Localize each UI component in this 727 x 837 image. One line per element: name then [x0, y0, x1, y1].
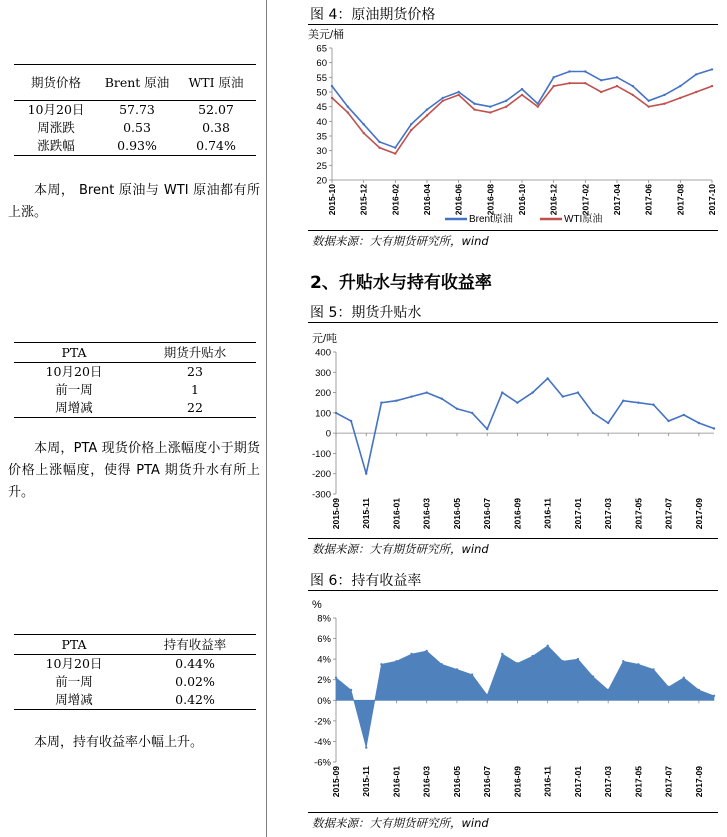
data-point	[365, 746, 367, 748]
data-point	[577, 391, 579, 393]
data-point	[350, 689, 352, 691]
y-tick-label: 35	[316, 131, 327, 143]
x-tick-label: 2017-05	[633, 498, 644, 530]
price-table-cell: 0.93%	[117, 138, 157, 153]
x-tick-label: 2016-01	[391, 766, 402, 798]
x-tick-label: 2015-10	[327, 184, 337, 216]
data-point	[600, 79, 602, 81]
x-tick-label: 2016-04	[422, 184, 432, 216]
y-tick-label: 300	[315, 367, 331, 379]
fig5-source-rule	[308, 538, 718, 539]
yield-table-header: PTA	[61, 636, 87, 652]
x-tick-label: 2015-11	[361, 766, 372, 797]
data-point	[395, 400, 397, 402]
x-tick-label: 2017-02	[580, 184, 591, 216]
price-table-cell: 周涨跌	[37, 120, 75, 135]
data-point	[632, 85, 634, 87]
x-tick-label: 2017-09	[693, 498, 704, 530]
data-point	[521, 94, 523, 96]
fig4-source-rule	[308, 230, 718, 231]
y-tick-label: 45	[316, 102, 327, 114]
data-point	[335, 412, 337, 414]
y-tick-label: 200	[315, 388, 331, 400]
data-point	[695, 91, 697, 93]
axis-unit-label: %	[312, 599, 322, 611]
yield-table-cell: 0.42%	[175, 692, 215, 707]
data-point	[378, 141, 380, 143]
data-point	[378, 147, 380, 149]
data-point	[679, 97, 681, 99]
series-line-0	[332, 69, 712, 147]
data-point	[648, 106, 650, 108]
x-tick-label: 2017-07	[663, 766, 674, 798]
data-point	[363, 132, 365, 134]
yield-table-header: 持有收益率	[163, 636, 227, 652]
data-point	[473, 103, 475, 105]
data-point	[553, 76, 555, 78]
data-point	[663, 103, 665, 105]
x-tick-label: 2016-03	[421, 766, 432, 798]
basis-table-cell: 23	[187, 364, 203, 379]
x-tick-label: 2015-09	[331, 498, 341, 530]
x-tick-label: 2016-05	[451, 766, 462, 798]
data-point	[410, 123, 412, 125]
x-tick-label: 2017-06	[643, 184, 654, 216]
fig6-title: 图 6：持有收益率	[310, 573, 422, 589]
x-tick-label: 2016-02	[390, 184, 401, 216]
y-tick-label: 40	[316, 116, 327, 128]
fig5-title-rule	[308, 322, 718, 323]
data-point	[489, 111, 491, 113]
basis-table-header: PTA	[61, 344, 87, 360]
data-point	[616, 76, 618, 78]
yield-table-cell: 前一周	[55, 674, 93, 689]
data-point	[331, 85, 333, 87]
y-tick-label: 30	[316, 146, 327, 158]
data-point	[350, 420, 352, 422]
data-point	[486, 694, 488, 696]
series-line-0	[336, 378, 714, 473]
data-point	[632, 94, 634, 96]
y-tick-label: 25	[316, 160, 327, 172]
data-point	[441, 663, 443, 665]
y-tick-label: -6%	[314, 757, 331, 769]
y-tick-label: -100	[311, 448, 331, 460]
price-table-cell: 52.07	[198, 102, 234, 117]
legend-label: Brent原油	[469, 214, 513, 225]
data-point	[698, 689, 700, 691]
yield-table-cell: 0.44%	[175, 656, 215, 671]
data-point	[380, 402, 382, 404]
yield-table-cell: 0.02%	[175, 674, 215, 689]
fig4-title-rule	[308, 24, 718, 25]
crude-price-chart	[300, 26, 720, 234]
data-point	[667, 420, 669, 422]
data-point	[711, 85, 713, 87]
data-point	[347, 111, 349, 113]
data-point	[394, 147, 396, 149]
data-point	[380, 663, 382, 665]
y-tick-label: -4%	[314, 736, 331, 748]
data-point	[577, 658, 579, 660]
data-point	[562, 660, 564, 662]
data-point	[456, 668, 458, 670]
y-tick-label: 55	[316, 72, 327, 84]
price-table-cell: 0.53	[123, 120, 151, 135]
data-point	[471, 412, 473, 414]
data-point	[473, 108, 475, 110]
data-point	[584, 70, 586, 72]
data-point	[426, 108, 428, 110]
yield-table-cell: 10月20日	[45, 656, 103, 671]
yield-table-cell: 周增减	[55, 692, 93, 707]
data-point	[537, 106, 539, 108]
series-area-0	[336, 646, 714, 748]
data-point	[607, 689, 609, 691]
price-table-cell: 涨跌幅	[37, 138, 75, 153]
data-point	[456, 408, 458, 410]
x-tick-label: 2017-01	[572, 498, 583, 530]
data-point	[592, 412, 594, 414]
carry-yield-chart-svg	[300, 592, 720, 810]
data-point	[637, 402, 639, 404]
x-tick-label: 2015-11	[361, 498, 372, 529]
fig6-source-rule	[308, 812, 718, 813]
x-tick-label: 2017-05	[633, 766, 644, 798]
basis-table-cell: 10月20日	[45, 364, 103, 379]
y-tick-label: -2%	[314, 716, 331, 728]
price-table-cell: 57.73	[119, 102, 155, 117]
x-tick-label: 2017-07	[663, 498, 674, 530]
yield-commentary: 本周，持有收益率小幅上升。	[34, 735, 204, 750]
data-point	[652, 668, 654, 670]
data-point	[698, 422, 700, 424]
data-point	[458, 91, 460, 93]
x-tick-label: 2017-10	[707, 184, 717, 216]
data-point	[637, 663, 639, 665]
data-point	[568, 82, 570, 84]
x-tick-label: 2016-09	[512, 766, 523, 798]
data-point	[584, 82, 586, 84]
price-table-cell: 0.74%	[196, 138, 236, 153]
x-tick-label: 2016-12	[548, 184, 559, 216]
data-point	[505, 106, 507, 108]
crude-commentary: 本周， Brent 原油与 WTI 原油都有所上涨。	[8, 183, 260, 220]
yield-table	[14, 634, 256, 710]
data-point	[442, 97, 444, 99]
x-tick-label: 2017-03	[603, 498, 614, 530]
section-heading: 2、升贴水与持有收益率	[310, 273, 492, 293]
y-tick-label: 400	[315, 347, 331, 359]
price-table-cell: 10月20日	[27, 102, 85, 117]
data-point	[441, 398, 443, 400]
data-point	[501, 391, 503, 393]
y-tick-label: 8%	[317, 613, 331, 625]
data-point	[501, 653, 503, 655]
data-point	[442, 100, 444, 102]
x-tick-label: 2016-01	[391, 498, 402, 530]
column-divider	[266, 0, 267, 837]
x-tick-label: 2016-06	[453, 184, 464, 216]
data-point	[553, 85, 555, 87]
data-point	[592, 675, 594, 677]
x-tick-label: 2017-01	[572, 766, 583, 798]
data-point	[521, 88, 523, 90]
data-point	[547, 645, 549, 647]
data-point	[622, 400, 624, 402]
data-point	[426, 391, 428, 393]
basis-chart	[300, 324, 720, 540]
data-point	[471, 673, 473, 675]
price-table-header: WTI 原油	[188, 74, 244, 90]
y-tick-label: 60	[316, 58, 327, 70]
data-point	[683, 677, 685, 679]
y-tick-label: 65	[316, 43, 327, 55]
data-point	[331, 97, 333, 99]
data-point	[607, 422, 609, 424]
data-point	[458, 94, 460, 96]
x-tick-label: 2017-08	[675, 184, 686, 216]
y-tick-label: -300	[311, 489, 331, 501]
data-point	[713, 695, 715, 697]
x-tick-label: 2015-12	[358, 184, 369, 216]
data-point	[683, 414, 685, 416]
data-point	[562, 395, 564, 397]
axis-unit-label: 美元/桶	[308, 29, 345, 41]
fig4-title: 图 4：原油期货价格	[310, 7, 436, 23]
y-tick-label: -200	[311, 469, 331, 481]
legend-label: WTI原油	[564, 214, 603, 225]
data-point	[516, 402, 518, 404]
basis-table-cell: 1	[191, 382, 199, 397]
x-tick-label: 2016-08	[485, 184, 496, 216]
data-point	[363, 123, 365, 125]
data-point	[622, 660, 624, 662]
x-tick-label: 2015-09	[331, 766, 341, 798]
data-point	[711, 68, 713, 70]
data-point	[426, 650, 428, 652]
data-point	[486, 428, 488, 430]
data-point	[652, 404, 654, 406]
price-table-header: Brent 原油	[104, 74, 170, 90]
y-tick-label: 2%	[317, 675, 331, 687]
data-point	[648, 100, 650, 102]
data-point	[505, 100, 507, 102]
price-table-header: 期货价格	[30, 74, 81, 90]
data-point	[531, 391, 533, 393]
fig5-title: 图 5：期货升贴水	[310, 305, 422, 321]
x-tick-label: 2016-10	[517, 184, 527, 216]
basis-chart-svg	[300, 324, 720, 536]
data-point	[667, 686, 669, 688]
data-point	[695, 73, 697, 75]
data-point	[616, 85, 618, 87]
y-tick-label: 6%	[317, 634, 331, 646]
data-point	[531, 655, 533, 657]
x-tick-label: 2016-07	[482, 766, 493, 798]
fig4-source: 数据来源：大有期货研究所，wind	[312, 234, 489, 248]
crude-price-table	[14, 64, 256, 156]
data-point	[547, 377, 549, 379]
data-point	[395, 660, 397, 662]
data-point	[394, 152, 396, 154]
data-point	[365, 473, 367, 475]
basis-table	[14, 342, 256, 418]
y-tick-label: 100	[315, 408, 331, 420]
x-tick-label: 2016-03	[421, 498, 432, 530]
x-tick-label: 2016-05	[451, 498, 462, 530]
y-tick-label: 0%	[317, 695, 331, 707]
data-point	[410, 395, 412, 397]
x-tick-label: 2016-09	[512, 498, 523, 530]
y-tick-label: 4%	[317, 654, 331, 666]
data-point	[516, 662, 518, 664]
data-point	[679, 85, 681, 87]
basis-table-header: 期货升贴水	[163, 344, 227, 360]
x-tick-label: 2017-03	[603, 766, 614, 798]
data-point	[426, 114, 428, 116]
data-point	[335, 677, 337, 679]
x-tick-label: 2016-11	[542, 498, 553, 529]
data-point	[600, 91, 602, 93]
basis-table-cell: 前一周	[55, 382, 93, 397]
fig5-source: 数据来源：大有期货研究所，wind	[312, 542, 489, 556]
basis-commentary: 本周，PTA 现货价格上涨幅度小于期货价格上涨幅度，使得 PTA 期货升水有所上升。	[8, 441, 260, 500]
x-tick-label: 2016-11	[542, 766, 553, 797]
carry-yield-chart	[300, 592, 720, 814]
basis-table-cell: 22	[187, 400, 203, 415]
y-tick-label: 20	[316, 175, 327, 187]
y-tick-label: 50	[316, 87, 327, 99]
x-tick-label: 2017-09	[693, 766, 704, 798]
data-point	[713, 427, 715, 429]
x-tick-label: 2016-07	[482, 498, 493, 530]
basis-table-cell: 周增减	[55, 400, 93, 415]
crude-price-chart-svg	[300, 26, 720, 230]
fig6-source: 数据来源：大有期货研究所，wind	[312, 816, 489, 830]
y-tick-label: 0	[325, 428, 331, 440]
data-point	[347, 106, 349, 108]
data-point	[410, 129, 412, 131]
data-point	[410, 653, 412, 655]
fig6-title-rule	[308, 590, 718, 591]
data-point	[489, 106, 491, 108]
data-point	[568, 70, 570, 72]
x-tick-label: 2017-04	[612, 184, 622, 216]
axis-unit-label: 元/吨	[312, 333, 338, 345]
data-point	[663, 94, 665, 96]
price-table-cell: 0.38	[202, 120, 230, 135]
